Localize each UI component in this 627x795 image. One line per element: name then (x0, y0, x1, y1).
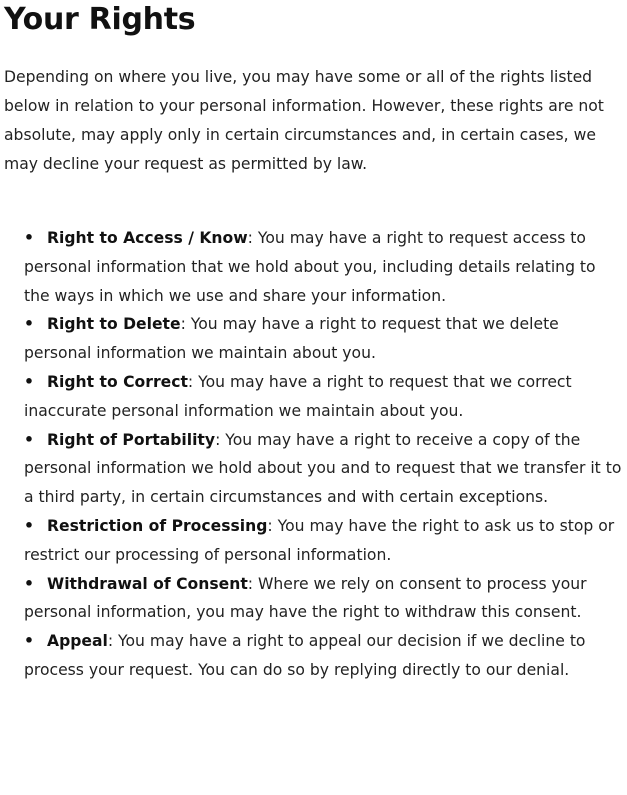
bullet-icon: • (24, 430, 34, 449)
bullet-icon: • (24, 632, 34, 651)
right-description: : You may have a right to request that we correct inaccurate personal information we maintain about you. (24, 372, 572, 420)
list-item (24, 426, 622, 512)
bullet-icon: • (24, 229, 34, 247)
list-item (24, 512, 622, 570)
right-term: Right to Access / Know (47, 229, 248, 247)
intro-paragraph: Depending on where you live, you may have some or all of the rights listed below in relation to your personal information. However, these rights are not absolute, may apply only in certain circumstances and, in certain cases, we may decline your request as permitted by law. (4, 68, 604, 173)
right-term: Right of Portability (47, 430, 216, 449)
right-description: : You may have a right to request that we delete personal information we maintain about you. (24, 315, 559, 363)
right-term: Withdrawal of Consent (47, 574, 248, 593)
list-item (24, 368, 622, 426)
rights-list (24, 224, 622, 685)
bullet-icon: • (24, 574, 34, 593)
bullet-icon: • (24, 372, 34, 391)
right-term: Restriction of Processing (47, 516, 268, 535)
right-description: : Where we rely on consent to process your personal information, you may have the right to withdraw this consent. (24, 574, 587, 622)
bullet-icon: • (24, 516, 34, 535)
right-description: : You may have the right to ask us to stop or restrict our processing of personal information. (24, 516, 615, 564)
list-item (24, 627, 622, 685)
list-item (24, 310, 622, 368)
list-item (24, 224, 622, 310)
right-description: : You may have a right to appeal our decision if we decline to process your request. You can do so by replying directly to our denial. (24, 632, 586, 679)
right-term: Appeal (47, 632, 108, 651)
page-title: Your Rights (4, 2, 196, 37)
right-term: Right to Correct (47, 372, 188, 391)
right-description: : You may have a right to receive a copy of the personal information we hold about you and to request that we transfer it to a third party, in certain circumstances and with certain exceptions. (24, 430, 622, 507)
bullet-icon: • (24, 315, 34, 334)
list-item (24, 570, 622, 628)
right-description: : You may have a right to request access to personal information that we hold about you, including details relating to the ways in which we use and share your information. (24, 229, 596, 305)
right-term: Right to Delete (47, 315, 181, 334)
